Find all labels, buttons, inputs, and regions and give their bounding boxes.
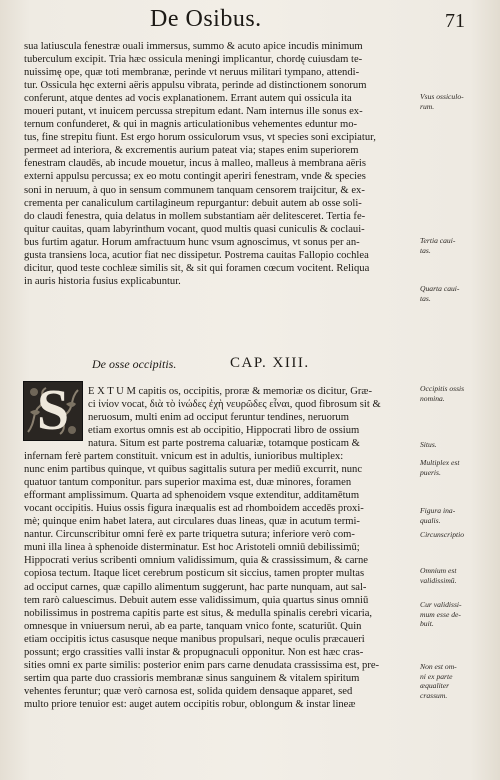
marginal-note-line: Occipitis ossis	[420, 384, 465, 393]
marginal-note	[420, 440, 498, 450]
text-line: etiam occipitis ictus casusque neque manibus propulsari, neque oculis præcaueri	[24, 633, 365, 645]
marginal-note-line: crassum.	[420, 690, 448, 700]
text-line: in auris historia fusius explicabuntur.	[24, 275, 181, 287]
text-block-occipital	[24, 437, 416, 711]
text-line: nantur. Circunscribitur omni ferè ex parte triquetra sutura; inferiore verò com-	[24, 529, 355, 541]
marginal-note	[420, 384, 498, 403]
text-line: ci ἰνίον vocat, διὰ τὸ ἰνώδες ἐχὴ νευρῶδες εἶναι, quod fibrosum sit &	[88, 399, 381, 411]
marginal-note	[420, 458, 498, 477]
text-line: Hippocrati verius scribenti omnium validissimum, quia & crassissimum, & carne	[24, 555, 368, 567]
text-line: nuissimę ope, quæ toti membranæ, perinde vt neruus militari tympano, attendi-	[24, 67, 360, 79]
text-line: infernam ferè partem constituit. vnicum est in adultis, iunioribus multiplex:	[24, 451, 344, 463]
marginal-note-line: Cur validissi-	[420, 600, 462, 609]
marginal-note	[420, 600, 498, 629]
marginal-note-line: ni ex parte	[420, 671, 453, 681]
marginal-note	[420, 92, 498, 111]
text-line: muni illa linea à sphenoide disterminatur. Est hoc Aristoteli omniū debilissimū;	[24, 542, 360, 554]
marginal-note-line: Quarta caui-	[420, 284, 460, 293]
marginal-note-line: Circunscriptio	[420, 530, 465, 539]
text-line: tem rarò caluescimus. Debuit autem esse validissimum, quia quartus sinus omniū	[24, 594, 369, 606]
text-line: neruosum, multi enim ad occiput feruntur tendines, neruorum	[88, 412, 349, 424]
marginal-note-line: validissimū.	[420, 575, 457, 585]
marginal-note-line: æqualiter	[420, 681, 450, 690]
text-line: possunt; ergo crassities valli instar & propugnaculi opponitur. Non est hæc cras-	[24, 646, 364, 658]
marginal-note-line: buit.	[420, 619, 434, 628]
marginal-note	[420, 236, 498, 255]
text-line: E X T U M capitis os, occipitis, proræ & memoriæ os dicitur, Græ-	[88, 386, 373, 397]
text-line: conferunt, atque dentes ad vocis explanationem. Errant autem qui ossicula ita	[24, 93, 352, 105]
text-line: omnesque in vniuersum neruì, ab ea parte, tanquam vnico fonte, scaturiūt. Quin	[24, 620, 362, 632]
initial-letter: S	[36, 377, 70, 442]
marginal-note-line: Vsus ossiculo-	[420, 92, 464, 101]
marginal-note-line: Omnium est	[420, 566, 457, 575]
decorated-initial	[23, 377, 83, 442]
text-line: quatuor tantum componitur. pars superior maxima est, duæ minores, foramen	[24, 477, 352, 489]
text-line: copiosa tectum. Itaque licet cerebrum posticum sit siccius, tamen propter multas	[24, 568, 365, 580]
chapter-subtitle: De osse occipitis.	[92, 357, 177, 371]
text-block-ossicles	[24, 40, 416, 288]
text-line: etiam exortus omnis est ab occipitio, Hippocrati libro de ossium	[88, 425, 360, 437]
text-line: tur. Ossicula hęc externi aëris appulsu vibrata, perinde ad distinctionem sonorum	[24, 80, 367, 92]
chapter-heading	[0, 355, 500, 377]
marginal-note	[420, 284, 498, 303]
text-line: soni in neruum, à quo in sensum communem tanquam censorem traijcitur, & ex-	[24, 184, 365, 196]
text-line: vehentes feruntur; quæ verò carnosa est, solida quidem densaque apparet, sed	[24, 685, 353, 697]
marginal-note	[420, 662, 498, 700]
marginal-note-line: Tertia caui-	[420, 236, 456, 245]
page-number: 71	[445, 10, 465, 32]
marginal-note	[420, 530, 498, 540]
text-line: gusta transiens loca, acutior fiat nec dissipetur. Postrema cauitas Fallopio cochlea	[24, 249, 369, 261]
marginal-note-line: mum esse de-	[420, 609, 461, 619]
text-line: nunc enim partibus quinque, vt quibus sagittalis sutura per mediū excurrit, nunc	[24, 464, 363, 476]
text-line: tus, fine strepitu fiunt. Est ergo horum ossiculorum vsus, vt species soni excipiatur,	[24, 132, 376, 144]
text-line: vocant occipitis. Huius ossis figura inæqualis est ad rhomboidem accedēs proxi-	[24, 503, 364, 515]
text-line: moueri putant, vt inuicem percussa strepitum edant. Nam internus ille sonus ex-	[24, 106, 363, 118]
page-header	[0, 4, 500, 38]
text-line: sities omni ex parte similis: posterior enim pars carne denudata crassissima est, pre-	[24, 659, 380, 671]
text-line: ternum confunderet, & qui in magnis articulationibus vehementes eduntur mo-	[24, 119, 358, 131]
text-block-initial-lines	[88, 385, 414, 437]
text-line: tuberculum excipit. Tria hæc ossicula meningi implicantur, chordę cuiusdam te-	[24, 54, 363, 66]
marginal-note-line: nomina.	[420, 393, 445, 403]
marginal-note-line: qualis.	[420, 515, 441, 525]
marginal-note-line: Multiplex est	[420, 458, 460, 467]
marginal-note-line: tas.	[420, 293, 431, 303]
text-line: dicitur, quod teste cochleæ similis sit, & sit qui foramen cœcum vocitent. Reliqua	[24, 262, 370, 274]
marginal-note-line: Situs.	[420, 440, 437, 449]
text-line: externi appulsu percussa; ex eo motu contingit aperiri fenestram, vnde & species	[24, 171, 366, 183]
chapter-label: CAP. XIII.	[230, 355, 310, 371]
marginal-note-line: pueris.	[420, 467, 441, 477]
text-line: efformant amplissimum. Quarta ad sphenoidem vsque extenditur, additamētum	[24, 490, 360, 502]
marginal-note-line: rum.	[420, 101, 435, 111]
text-line: quitur cauitas, quam labyrinthum vocant, quod multis quasi cuniculis & coclaui-	[24, 223, 365, 235]
text-line: bus furtim agatur. Horum amfractuum hunc vsum agnoscimus, vt sonus per an-	[24, 236, 360, 248]
text-line: fenestram claudēs, ab incude mouetur, incus à malleo, malleus à membrana aëris	[24, 158, 366, 170]
text-line: sertim qua parte duo crassioris membranæ sinus sanguinem & vitalem spiritum	[24, 672, 360, 684]
text-line: do claudi fenestra, quia delatus in mollem substantiam aër delitesceret. Tertia fe-	[24, 210, 366, 222]
text-line: permeet ad interiora, & excrementis aurium pateat via; stapes enim superiorem	[24, 145, 359, 157]
marginal-note-line: Non est om-	[420, 662, 457, 671]
text-line: natura. Situm est parte postrema caluariæ, totamque posticam &	[88, 438, 360, 449]
text-line: ad occiput carnes, quæ capillo alimentum suggerunt, hac parte nunquam, aut sal-	[24, 581, 367, 593]
text-line: multo priore tenuior est: auget autem occipitis robur, oblongum & instar lineæ	[24, 698, 356, 710]
text-line: sua latiuscula fenestræ ouali immersus, summo & acuto apice incudis minimum	[24, 41, 363, 52]
marginal-note	[420, 506, 498, 525]
text-line: mè; quinque enim habet latera, aut circulares duas lineas, quæ in acutum termi-	[24, 516, 360, 528]
text-line: nobilissimus in postrema capitis parte est situs, & medulla spinalis cerebri vicaria,	[24, 607, 373, 619]
text-line: crementa per canaliculum cartilagineum repurgantur: debuit autem ab osse soli-	[24, 197, 362, 209]
running-title: De Osibus.	[150, 6, 262, 32]
marginal-note	[420, 566, 498, 585]
marginal-note-line: Figura ina-	[420, 506, 456, 515]
marginal-note-line: tas.	[420, 245, 431, 255]
